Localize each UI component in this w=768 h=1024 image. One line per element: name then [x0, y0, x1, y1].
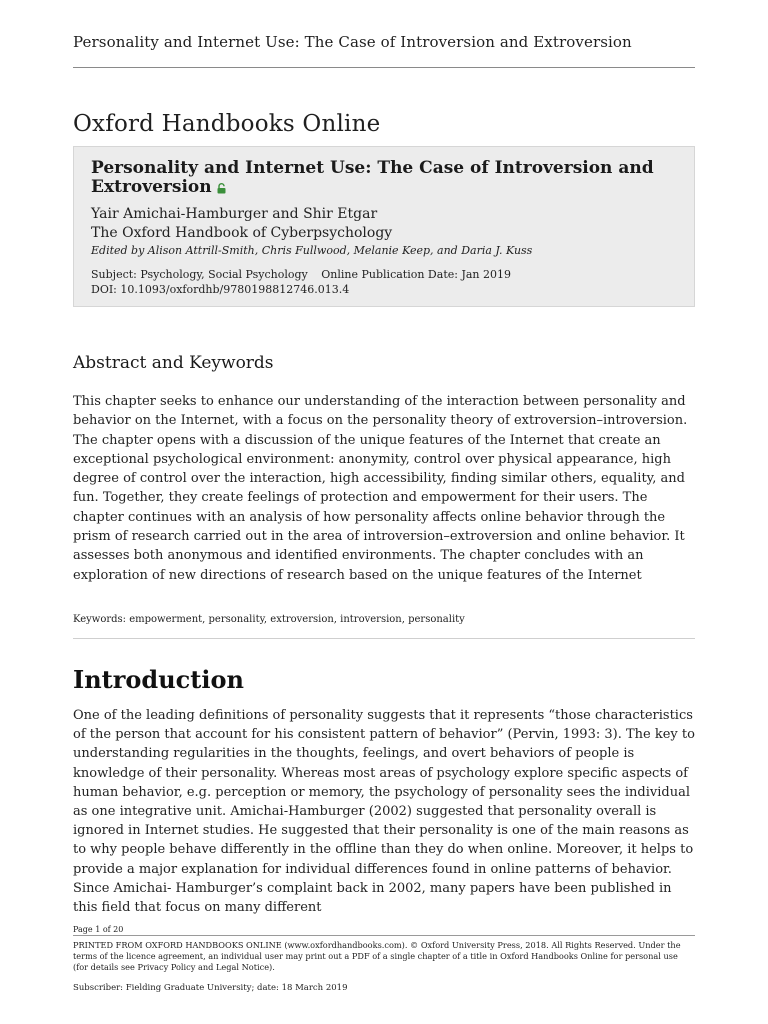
- chapter-info-box: [73, 146, 695, 307]
- subscriber-info: Subscriber: Fielding Graduate University; date: 18 March 2019: [73, 983, 348, 993]
- abstract-heading: Abstract and Keywords: [73, 353, 274, 373]
- page-number: Page 1 of 20: [73, 925, 124, 934]
- subject-line: [91, 267, 677, 282]
- pub-date-value: Jan 2019: [461, 268, 511, 281]
- chapter-authors: Yair Amichai-Hamburger and Shir Etgar: [91, 206, 378, 222]
- doi-line: [91, 282, 677, 297]
- chapter-title-text: Personality and Internet Use: The Case of Introversion and Extroversion: [91, 158, 654, 197]
- subject-value: Psychology, Social Psychology: [140, 268, 308, 281]
- chapter-metadata: [91, 267, 677, 297]
- keywords-list: empowerment, personality, extroversion, introversion, personality: [129, 614, 465, 625]
- abstract-text: This chapter seeks to enhance our understanding of the interaction between personality and behavior on the Internet, with a focus on the personality theory of extroversion–introversion. The chapter opens with a discussion of the unique features of the Internet that create an exceptional psychological environment: anonymity, control over physical appearance, high degree of control over the interaction, high accessibility, finding similar others, equality, and fun. Together, they create feelings of protection and empowerment for their users. The chapter continues with an analysis of how personality affects online behavior through the prism of research carried out in the area of introversion–extroversion and online behavior. It assesses both anonymous and identified environments. The chapter concludes with an exploration of new directions of research based on the unique features of the Internet: [73, 394, 688, 583]
- open-access-lock-icon: [217, 180, 226, 199]
- keywords-divider: [73, 638, 695, 639]
- handbook-title: The Oxford Handbook of Cyberpsychology: [91, 225, 393, 241]
- doi-value: 10.1093/oxfordhb/9780198812746.013.4: [120, 283, 350, 296]
- introduction-text: One of the leading definitions of personality suggests that it represents “those characteristics of the person that account for his consistent pattern of behavior” (Pervin, 1993: 3). The key to understanding regularities in the thoughts, feelings, and overt behaviors of people is knowledge of their personality. Whereas most areas of psychology explore specific aspects of human behavior, e.g. perception or memory, the psychology of personality sees the individual as one integrative unit. Amichai-Hamburger (2002) suggested that personality overall is ignored in Internet studies. He suggested that their personality is one of the main reasons as to why people behave differently in the offline than they do when online. Moreover, it helps to provide a major explanation for individual differences found in online patterns of behavior. Since Amichai- Hamburger’s complaint back in 2002, many papers have been published in this field that focus on many different: [73, 708, 695, 916]
- keywords-label: Keywords:: [73, 614, 127, 625]
- chapter-title: [91, 159, 671, 199]
- handbook-editors: Edited by Alison Attrill-Smith, Chris Fullwood, Melanie Keep, and Daria J. Kuss: [91, 244, 533, 257]
- header-divider: [73, 67, 695, 68]
- doi-label: DOI:: [91, 283, 117, 296]
- footer-legal-notice: PRINTED FROM OXFORD HANDBOOKS ONLINE (www.oxfordhandbooks.com). © Oxford University Press, 2018. All Rights Reserved. Under the terms of the licence agreement, an individual user may print out a PDF of a single chapter of a title in Oxford Handbooks Online for personal use (for details see Privacy Policy and Legal Notice).: [73, 940, 681, 972]
- keywords-line: [73, 614, 695, 625]
- introduction-heading: Introduction: [73, 665, 244, 694]
- brand-title: Oxford Handbooks Online: [73, 111, 381, 137]
- footer-divider: [73, 935, 695, 936]
- pub-date-label: Online Publication Date:: [321, 268, 458, 281]
- subject-label: Subject:: [91, 268, 137, 281]
- running-header: Personality and Internet Use: The Case of Introversion and Extroversion: [73, 33, 632, 51]
